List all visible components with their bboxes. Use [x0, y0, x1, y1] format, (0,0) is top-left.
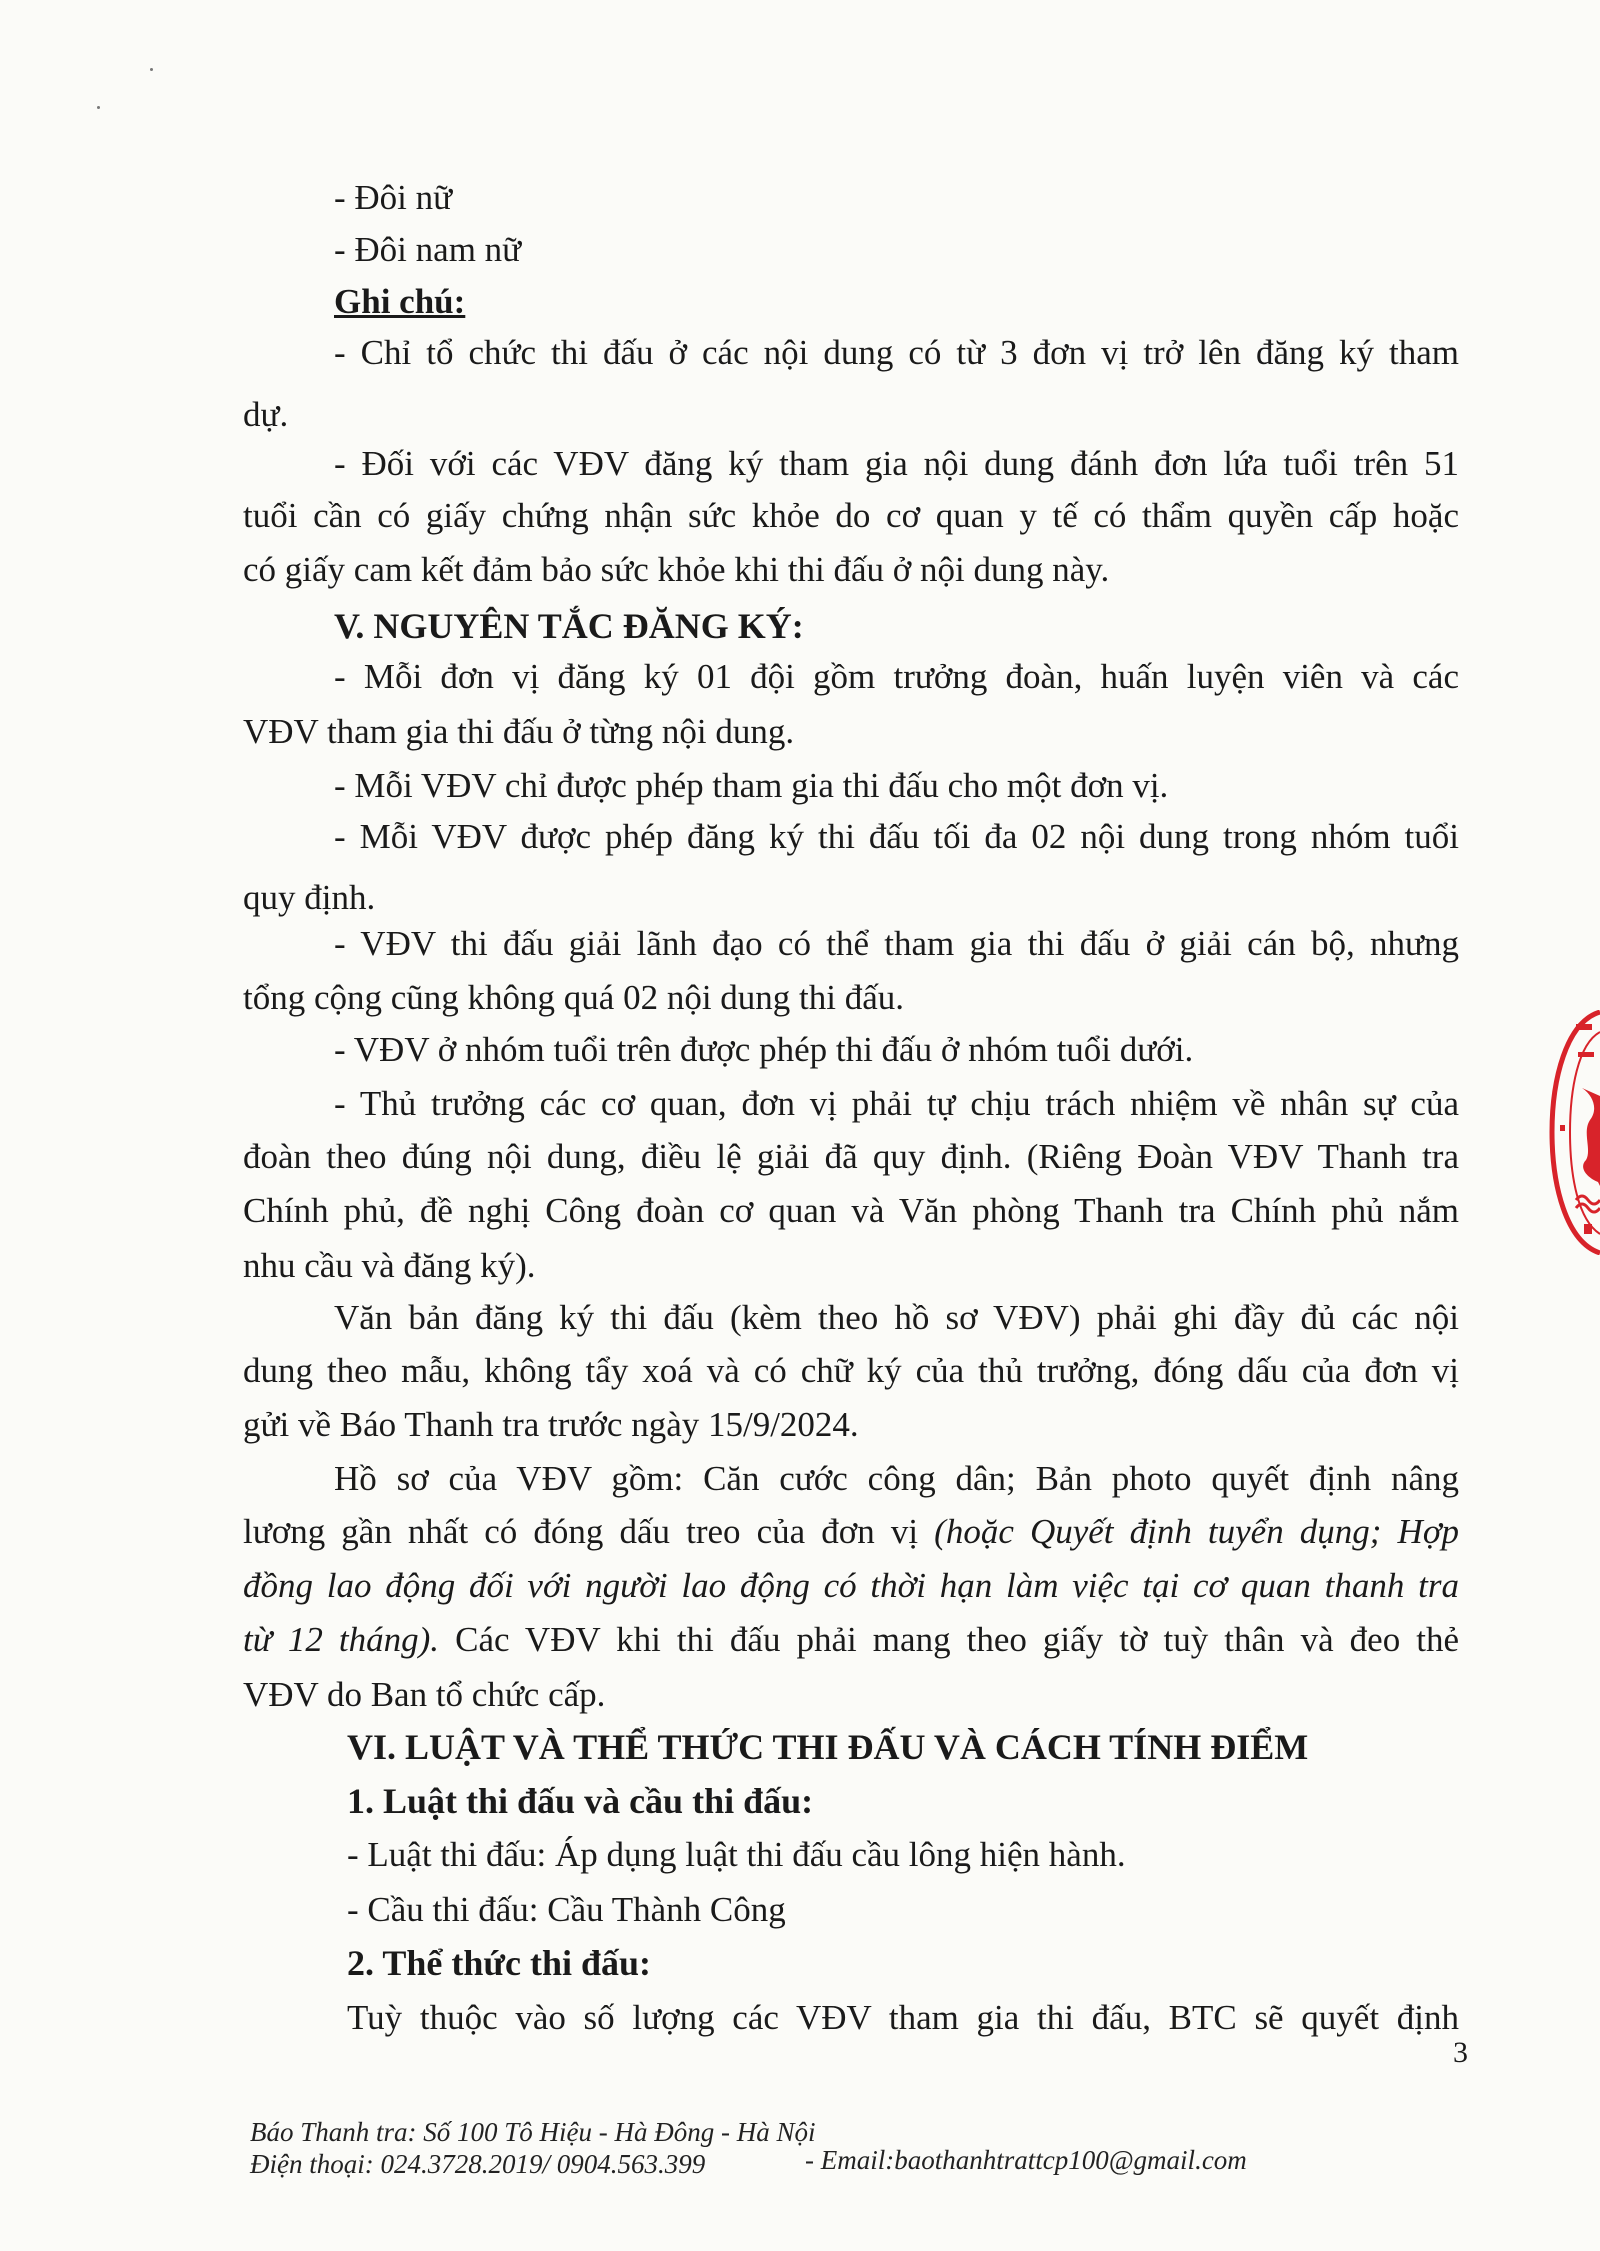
paragraph-line: quy định. — [243, 878, 376, 917]
page-number: 3 — [1453, 2036, 1468, 2069]
paragraph-line: nhu cầu và đăng ký). — [243, 1246, 536, 1285]
paragraph-line: - Chỉ tổ chức thi đấu ở các nội dung có từ 3 đơn vị trở lên đăng ký tham — [334, 333, 1459, 372]
paragraph-line: Hồ sơ của VĐV gồm: Căn cước công dân; Bản photo quyết định nâng — [334, 1459, 1459, 1498]
stamp-icon — [1548, 1010, 1600, 1255]
paragraph-italic-text: (hoặc Quyết định tuyển dụng; Hợp — [934, 1512, 1460, 1551]
paragraph-italic-text: từ 12 tháng). — [243, 1620, 440, 1659]
paragraph-text: Các VĐV khi thi đấu phải mang theo giấy tờ tuỳ thân và đeo thẻ — [439, 1620, 1459, 1659]
paragraph-line: dung theo mẫu, không tẩy xoá và có chữ ký của thủ trưởng, đóng dấu của đơn vị — [243, 1351, 1459, 1390]
footer-phone: Điện thoại: 024.3728.2019/ 0904.563.399 — [250, 2149, 706, 2179]
paragraph-line: Tuỳ thuộc vào số lượng các VĐV tham gia thi đấu, BTC sẽ quyết định — [347, 1998, 1459, 2037]
paragraph-line: đoàn theo đúng nội dung, điều lệ giải đã quy định. (Riêng Đoàn VĐV Thanh tra — [243, 1137, 1459, 1176]
paragraph-line: - Đối với các VĐV đăng ký tham gia nội dung đánh đơn lứa tuổi trên 51 — [334, 444, 1459, 483]
paragraph-line: - VĐV thi đấu giải lãnh đạo có thể tham gia thi đấu ở giải cán bộ, nhưng — [334, 924, 1459, 963]
paragraph-line: - Mỗi đơn vị đăng ký 01 đội gồm trưởng đoàn, huấn luyện viên và các — [334, 657, 1459, 696]
paragraph-text: lương gần nhất có đóng dấu treo của đơn vị — [243, 1512, 935, 1551]
paragraph-line: - Mỗi VĐV được phép đăng ký thi đấu tối đa 02 nội dung trong nhóm tuổi — [334, 817, 1459, 856]
paragraph-line: Văn bản đăng ký thi đấu (kèm theo hồ sơ VĐV) phải ghi đầy đủ các nội — [334, 1298, 1459, 1337]
scan-speck — [150, 68, 153, 71]
paragraph-line: tổng cộng cũng không quá 02 nội dung thi đấu. — [243, 978, 905, 1017]
paragraph-line: VĐV tham gia thi đấu ở từng nội dung. — [243, 712, 795, 751]
paragraph-line: gửi về Báo Thanh tra trước ngày 15/9/2024. — [243, 1405, 859, 1444]
paragraph-line: - VĐV ở nhóm tuổi trên được phép thi đấu ở nhóm tuổi dưới. — [334, 1030, 1194, 1069]
scan-speck — [97, 106, 100, 109]
paragraph-line — [243, 1512, 1459, 1552]
paragraph-line: có giấy cam kết đảm bảo sức khỏe khi thi đấu ở nội dung này. — [243, 550, 1110, 589]
paragraph-line: - Cầu thi đấu: Cầu Thành Công — [347, 1890, 786, 1929]
paragraph-line: - Luật thi đấu: Áp dụng luật thi đấu cầu lông hiện hành. — [347, 1835, 1126, 1874]
paragraph-line: - Thủ trưởng các cơ quan, đơn vị phải tự chịu trách nhiệm về nhân sự của — [334, 1084, 1459, 1123]
paragraph-line: VĐV do Ban tổ chức cấp. — [243, 1675, 606, 1714]
paragraph-line: - Mỗi VĐV chỉ được phép tham gia thi đấu cho một đơn vị. — [334, 766, 1169, 805]
section-heading: VI. LUẬT VÀ THỂ THỨC THI ĐẤU VÀ CÁCH TÍNH ĐIỂM — [347, 1727, 1309, 1767]
subsection-heading: 1. Luật thi đấu và cầu thi đấu: — [347, 1781, 814, 1821]
paragraph-line: đồng lao động đối với người lao động có thời hạn làm việc tại cơ quan thanh tra — [243, 1566, 1459, 1605]
list-item: - Đôi nữ — [334, 178, 453, 217]
list-item: - Đôi nam nữ — [334, 230, 522, 269]
paragraph-line: dự. — [243, 395, 289, 434]
paragraph-line: tuổi cần có giấy chứng nhận sức khỏe do cơ quan y tế có thẩm quyền cấp hoặc — [243, 496, 1459, 535]
footer-address: Báo Thanh tra: Số 100 Tô Hiệu - Hà Đông - Hà Nội — [250, 2117, 816, 2147]
subsection-heading: 2. Thể thức thi đấu: — [347, 1943, 651, 1983]
paragraph-line: Chính phủ, đề nghị Công đoàn cơ quan và Văn phòng Thanh tra Chính phủ nắm — [243, 1191, 1459, 1230]
footer-email: - Email:baothanhtrattcp100@gmail.com — [805, 2145, 1247, 2175]
paragraph-line — [243, 1620, 1459, 1660]
note-label: Ghi chú: — [334, 282, 466, 321]
section-heading: V. NGUYÊN TẮC ĐĂNG KÝ: — [334, 606, 804, 646]
